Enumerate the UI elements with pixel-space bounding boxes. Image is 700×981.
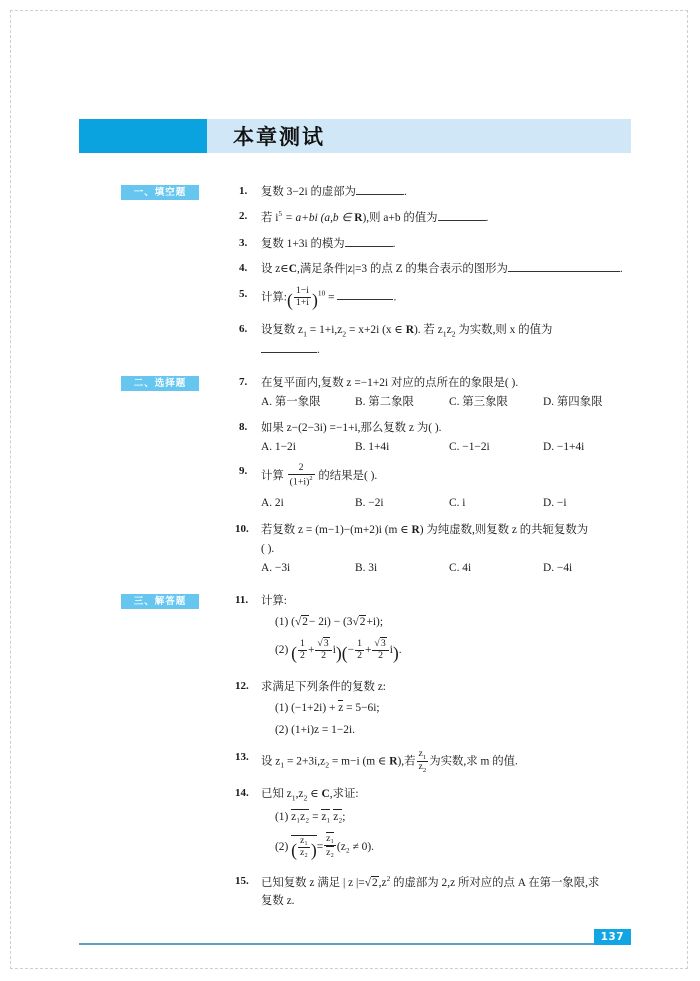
q14-condition: (z₂ ≠ 0). [336,841,375,854]
section-badge-fill-in: 一、填空题 [121,185,199,200]
question-12-part-2: (2) (1+i)z = 1−2i. [275,723,356,736]
q6-part3: = x+2i (x ∈ [346,324,406,337]
sqrt-radicand: 3 [380,638,386,650]
page-title: 本章测试 [233,124,325,149]
option-b[interactable]: B. 第二象限 [355,396,414,409]
question-tail: . [317,344,320,357]
fraction-numerator [315,637,331,651]
q10-answer-parens: ( ). [261,542,275,555]
option-b[interactable]: B. −2i [355,496,384,509]
sqrt-radicand: 2 [359,616,366,629]
q11-a: ( [291,616,295,629]
option-c[interactable]: C. 第三象限 [449,396,508,409]
sqrt-icon: √2 [364,876,378,889]
section-solve [79,592,639,911]
q15-exponent: 2 [386,874,391,884]
question-text [261,286,637,315]
answer-blank[interactable] [438,220,486,221]
question-list-multiple-choice [235,374,637,578]
q13-part4: ),若 [397,755,416,768]
q2-number-set: R [354,212,363,225]
q14-part1: 已知 z [261,787,292,800]
option-d[interactable]: D. −1+4i [543,441,585,453]
question-9 [239,463,637,512]
conjugate-expression: z₁ [326,833,334,845]
denominator-exponent: 2 [309,475,313,483]
question-5 [239,286,637,315]
q6-part5: 为实数,则 x 的值为 [455,324,553,337]
answer-blank[interactable] [508,271,620,272]
numerator-var: z [418,748,423,760]
q4-number-set: C [288,263,297,276]
q6-part2: = 1+i,z [306,324,343,337]
fraction-numerator: 2 [288,463,315,475]
q9-trail: 的结果是( ). [318,470,378,483]
fraction-denominator: 1+i [295,297,309,309]
conjugate-expression: z₂ [326,847,334,859]
option-b[interactable]: B. 1+4i [355,441,390,453]
q2-part1: 若 i [261,212,279,225]
conjugate-expression: z₁z₂ [291,810,310,823]
page-sheet [10,10,688,969]
q14-sub2: 2 [303,793,308,803]
conjugate-overline [326,832,334,845]
q15-part1: 已知复数 z 满足 | z |= [261,876,365,889]
answer-blank[interactable] [337,299,393,300]
left-paren: ( [291,839,298,860]
option-row [261,393,637,411]
option-a[interactable]: A. 1−2i [261,441,296,453]
question-3 [239,235,637,253]
page-footer [79,927,631,949]
denominator-base: (1+i) [289,476,310,488]
conjugate-overline [291,809,309,824]
fraction-numerator [324,832,336,846]
right-paren: ) [312,289,318,310]
fraction-sqrt3-half [315,637,331,662]
q15-part3: 的虚部为 2,z 所对应的点 A 在第一象限,求 [390,876,600,889]
question-15 [235,873,637,911]
fraction-numerator: 1 [300,638,305,650]
equals-sign: = [328,291,335,304]
q6-sub3: 1 [442,329,447,339]
option-row [261,438,637,456]
denominator-sub: 2 [422,767,427,775]
option-d[interactable]: D. 第四象限 [543,396,603,409]
q14-number-set: C [321,787,330,800]
question-text [261,208,637,227]
fraction-denominator: 2 [321,650,326,662]
option-d[interactable]: D. −4i [543,562,573,575]
q10-part1: 若复数 z = (m−1)−(m+2)i (m ∈ [261,524,412,537]
left-paren: ( [291,643,298,663]
q13-sub1: 1 [280,760,285,770]
fraction-denominator [288,475,315,488]
option-a[interactable]: A. 2i [261,496,284,509]
sqrt-radicand: 2 [302,616,308,629]
q13-part5: 为实数,求 m 的值. [429,755,518,768]
question-text: 求满足下列条件的复数 z: [261,680,386,693]
q14-part4: ,求证: [329,787,359,800]
question-12 [235,678,637,739]
question-lead: 复数 3−2i 的虚部为 [261,186,357,198]
q13-part3: = m−i (m ∈ [329,755,390,768]
option-a[interactable]: A. 第一象限 [261,396,321,409]
fraction-denominator: z₂ [300,847,308,859]
question-number: 13. [235,751,249,764]
question-text [261,873,637,911]
q14-part1-end: ; [342,810,346,823]
fraction-denominator: 2 [378,650,384,662]
q10-number-set: R [411,524,420,537]
question-text [261,463,637,488]
right-paren: ) [392,643,399,663]
fraction-sqrt3-half [372,637,388,662]
q6-sub1: 1 [303,329,307,339]
question-list-solve [235,592,637,911]
option-c[interactable]: C. 4i [449,562,472,575]
answer-blank[interactable] [345,246,393,247]
question-10 [235,521,637,577]
question-number: 1. [239,185,248,197]
question-number: 4. [239,262,248,275]
fraction-denominator [324,846,336,859]
right-paren: ) [310,839,317,860]
header-accent-block [79,119,207,153]
question-14 [235,785,637,861]
question-text [261,749,637,775]
question-tail: . [393,291,397,304]
q4-mid: ,满足条件|z|=3 的点 Z 的集合表示的图形为 [296,263,508,276]
q6-number-set: R [405,324,414,337]
question-number: 2. [239,210,248,223]
equals-sign: = [312,810,319,823]
question-text [261,235,637,253]
section-fill-in [79,183,639,360]
page-number-badge: 137 [594,929,631,945]
q2-part3: ),则 a+b 的值为 [362,212,438,225]
question-lead: 复数 1+3i 的模为 [261,237,345,250]
part-label: (2) [275,841,289,854]
question-6 [239,321,637,359]
sqrt-icon: √3 [317,638,329,650]
q11-c: +i); [366,616,383,629]
q11-b: − 2i) − (3 [308,616,353,629]
fraction-numerator: z₁ [300,835,308,847]
q15-line2: 复数 z. [261,895,295,908]
fraction-denominator [417,762,429,774]
left-paren: ( [341,643,348,663]
question-number: 14. [235,786,249,799]
conjugate-overline [333,809,342,824]
question-14-part-1 [261,808,637,826]
q6-part4: ). 若 z [413,324,443,337]
q14-sub1: 1 [291,793,296,803]
question-text: 在复平面内,复数 z =−1+2i 对应的点所在的象限是( ). [261,376,519,389]
option-c[interactable]: C. i [449,496,466,509]
q9-lead: 计算 [261,470,284,483]
q14-fraction [298,836,310,859]
question-1 [239,183,637,201]
question-tail: . [485,212,489,225]
part-label: (1) [275,810,289,823]
footer-rule [79,943,631,945]
q10-part2: ) 为纯虚数,则复数 z 的共轭复数为 [419,524,589,537]
question-13 [235,748,637,775]
question-number: 5. [239,287,248,300]
sqrt-icon: √2 [352,616,366,629]
question-tail: . [392,237,396,250]
sqrt-icon: √2 [294,616,308,629]
question-number: 3. [239,236,248,249]
section-badge-multiple-choice: 二、选择题 [121,376,199,391]
fraction-numerator [417,749,429,762]
question-list-fill-in [239,183,637,360]
question-2 [239,208,637,227]
question-number: 10. [235,523,249,536]
q4-lead: 设 z∈ [261,263,289,276]
q15-part2: ,z [378,876,387,889]
question-number: 7. [239,375,248,388]
part-label: (2) [275,644,289,657]
question-14-part-2 [261,832,637,861]
q14-part3: ∈ [307,787,322,800]
part-label: (1) [275,616,289,629]
q9-fraction [288,463,315,488]
q5-lead: 计算: [261,291,287,304]
question-12-part-1 [261,699,637,717]
option-c[interactable]: C. −1−2i [449,441,490,453]
option-row [261,559,637,577]
question-text: 如果 z−(2−3i) =−1+i,那么复数 z 为( ). [261,421,442,434]
option-a[interactable]: A. −3i [261,562,291,575]
question-11-part-2: (2) ( $\frac{1}{2}$ + $\frac{√3}{2}$ i)(− $\frac{1}{2}$ + $\frac{√3}{2}$ i). [261,637,637,667]
conjugate-expression: z₂ [333,810,343,823]
q13-part1: 设 z [261,755,281,768]
question-number: 9. [239,465,248,478]
option-b[interactable]: B. 3i [355,562,378,575]
numerator-sub: 1 [422,753,427,761]
fraction-denominator: 2 [357,650,362,662]
question-text [261,260,637,278]
q12-part1-post: = 5−6i; [343,702,380,715]
sqrt-radicand: 2 [371,876,378,889]
conjugate-overline [321,809,330,824]
conjugate-overline [326,846,334,859]
conjugate-expression: z₁ [321,810,331,823]
section-multiple-choice [79,374,639,578]
q6-sub2: 2 [342,329,347,339]
question-text: 设复数 $z_1 = 1+i,z_2 = x+2i$ (x ∈ R). 若 $z_1z_2$ 为实数,则 x 的值为 . [261,324,553,357]
fraction-one-half [355,639,364,662]
chapter-header [79,119,631,153]
fraction-one-half [298,639,307,662]
answer-blank[interactable] [261,352,317,353]
option-row [261,494,637,512]
q6-sub4: 2 [451,329,456,339]
denominator-var: z [418,761,423,773]
test-content [79,183,639,918]
question-number: 6. [239,323,248,336]
right-paren: ) [335,643,342,663]
fraction-denominator: 2 [300,650,305,662]
q13-part2: = 2+3i,z [284,755,326,768]
fraction-numerator [372,637,388,651]
question-number: 8. [239,420,248,433]
question-number: 15. [235,875,249,888]
q14-fraction-conj [324,832,336,859]
fraction-numerator: 1−i [295,285,309,297]
q13-fraction [417,749,429,775]
question-4 [239,260,637,278]
answer-blank[interactable] [356,194,404,195]
q2-exponent: 5 [278,209,283,219]
question-number: 12. [235,679,249,692]
left-paren: ( [286,289,293,310]
question-text [261,521,637,558]
question-text [261,785,637,805]
question-text [261,183,637,201]
conjugate-variable: z [338,702,344,715]
q13-sub2: 2 [325,760,330,770]
question-7 [239,374,637,412]
q12-part1-pre: (1) (−1+2i) + [275,702,339,715]
section-badge-solve: 三、解答题 [121,594,199,609]
question-tail: . [404,186,407,198]
fraction-numerator: 1 [357,638,362,650]
equals-sign: = [316,841,324,854]
q13-number-set: R [389,755,398,768]
q6-part1: 设复数 z [261,324,304,337]
conjugate-overline [291,835,317,861]
question-text: 计算: [261,594,287,607]
question-tail: . [619,263,623,276]
question-11-part-1 [261,613,637,631]
option-d[interactable]: D. −i [543,496,567,509]
question-8 [239,419,637,457]
q2-part2: = a+bi (a,b ∈ [282,212,355,225]
question-11 [235,592,637,668]
q5-exponent: 10 [317,288,326,298]
q5-fraction [294,286,311,309]
sqrt-icon: √3 [374,638,386,650]
sqrt-radicand: 3 [323,638,329,650]
q14-part2: ,z [295,787,304,800]
question-number: 11. [235,593,249,606]
